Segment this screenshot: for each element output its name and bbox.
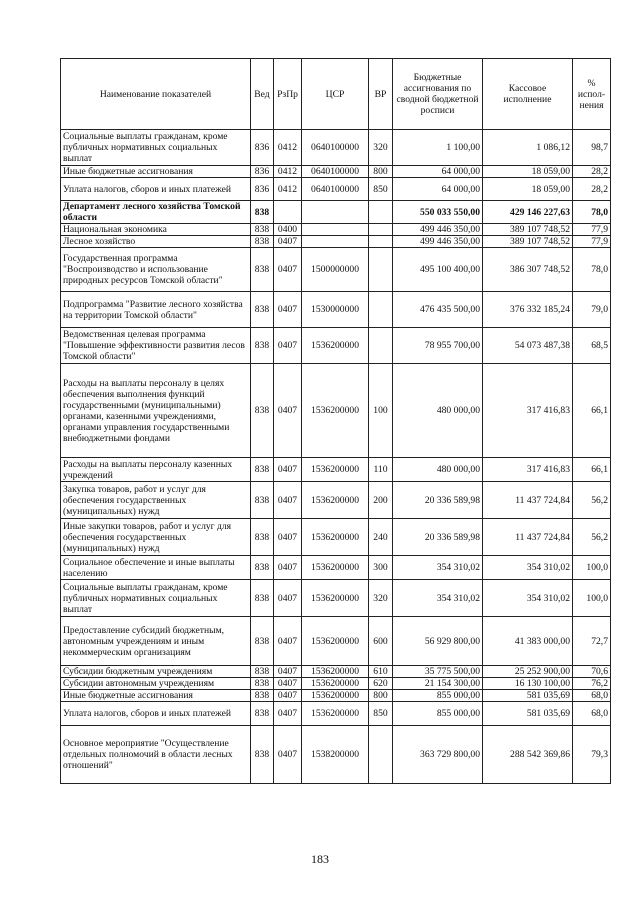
cell-budget: 20 336 589,98 xyxy=(393,482,483,519)
cell-budget: 21 154 300,00 xyxy=(393,678,483,690)
cell-rzpr: 0412 xyxy=(274,178,302,201)
cell-ved: 836 xyxy=(251,130,274,166)
cell-ved: 838 xyxy=(251,482,274,519)
column-header-name: Наименование показателей xyxy=(61,59,251,130)
cell-pct: 68,0 xyxy=(573,690,611,702)
cell-name: Социальные выплаты гражданам, кроме публичных нормативных социальных выплат xyxy=(61,580,251,617)
cell-budget: 20 336 589,98 xyxy=(393,519,483,556)
table-row xyxy=(61,166,611,178)
cell-rzpr: 0407 xyxy=(274,690,302,702)
cell-name: Субсидии автономным учреждениям xyxy=(61,678,251,690)
cell-cash: 429 146 227,63 xyxy=(483,201,573,224)
table-row xyxy=(61,178,611,201)
cell-csr xyxy=(302,224,369,236)
cell-rzpr: 0412 xyxy=(274,166,302,178)
cell-pct: 76,2 xyxy=(573,678,611,690)
cell-pct: 68,5 xyxy=(573,328,611,364)
cell-ved: 836 xyxy=(251,178,274,201)
cell-cash: 18 059,00 xyxy=(483,166,573,178)
cell-budget: 64 000,00 xyxy=(393,166,483,178)
cell-vr xyxy=(369,248,393,292)
cell-vr: 610 xyxy=(369,666,393,678)
cell-pct: 56,2 xyxy=(573,519,611,556)
table-row xyxy=(61,130,611,166)
cell-rzpr: 0407 xyxy=(274,236,302,248)
cell-rzpr: 0407 xyxy=(274,292,302,328)
column-header-pct: % испол- нения xyxy=(573,59,611,130)
cell-vr: 620 xyxy=(369,678,393,690)
cell-rzpr: 0407 xyxy=(274,678,302,690)
cell-vr: 110 xyxy=(369,458,393,482)
table-row xyxy=(61,236,611,248)
cell-rzpr: 0407 xyxy=(274,580,302,617)
cell-cash: 1 086,12 xyxy=(483,130,573,166)
cell-pct: 68,0 xyxy=(573,702,611,726)
cell-ved: 838 xyxy=(251,726,274,784)
cell-pct: 70,6 xyxy=(573,666,611,678)
cell-cash: 376 332 185,24 xyxy=(483,292,573,328)
cell-pct: 77,9 xyxy=(573,236,611,248)
cell-pct: 56,2 xyxy=(573,482,611,519)
table-row xyxy=(61,666,611,678)
cell-pct: 66,1 xyxy=(573,458,611,482)
table-row xyxy=(61,617,611,666)
cell-budget: 855 000,00 xyxy=(393,702,483,726)
cell-pct: 78,0 xyxy=(573,201,611,224)
cell-name: Закупка товаров, работ и услуг для обеспечения государственных (муниципальных) нужд xyxy=(61,482,251,519)
cell-cash: 354 310,02 xyxy=(483,580,573,617)
cell-name: Иные закупки товаров, работ и услуг для обеспечения государственных (муниципальных) нужд xyxy=(61,519,251,556)
cell-cash: 11 437 724,84 xyxy=(483,519,573,556)
table-header-row xyxy=(61,59,611,130)
cell-csr: 1536200000 xyxy=(302,519,369,556)
cell-cash: 386 307 748,52 xyxy=(483,248,573,292)
cell-csr: 1536200000 xyxy=(302,678,369,690)
cell-csr: 1536200000 xyxy=(302,556,369,580)
cell-cash: 317 416,83 xyxy=(483,458,573,482)
cell-pct: 79,0 xyxy=(573,292,611,328)
table-row xyxy=(61,519,611,556)
table-row xyxy=(61,726,611,784)
table-row xyxy=(61,580,611,617)
cell-budget: 354 310,02 xyxy=(393,556,483,580)
cell-vr: 850 xyxy=(369,702,393,726)
cell-cash: 41 383 000,00 xyxy=(483,617,573,666)
cell-budget: 499 446 350,00 xyxy=(393,224,483,236)
cell-budget: 550 033 550,00 xyxy=(393,201,483,224)
cell-name: Уплата налогов, сборов и иных платежей xyxy=(61,178,251,201)
cell-ved: 838 xyxy=(251,519,274,556)
cell-ved: 838 xyxy=(251,458,274,482)
cell-budget: 354 310,02 xyxy=(393,580,483,617)
cell-pct: 28,2 xyxy=(573,178,611,201)
cell-cash: 581 035,69 xyxy=(483,702,573,726)
cell-rzpr: 0407 xyxy=(274,726,302,784)
cell-cash: 389 107 748,52 xyxy=(483,224,573,236)
cell-csr: 1536200000 xyxy=(302,580,369,617)
cell-cash: 11 437 724,84 xyxy=(483,482,573,519)
cell-ved: 838 xyxy=(251,248,274,292)
cell-vr: 320 xyxy=(369,130,393,166)
cell-rzpr: 0412 xyxy=(274,130,302,166)
cell-vr: 100 xyxy=(369,364,393,458)
table-row xyxy=(61,248,611,292)
cell-csr: 1500000000 xyxy=(302,248,369,292)
cell-budget: 480 000,00 xyxy=(393,364,483,458)
cell-cash: 25 252 900,00 xyxy=(483,666,573,678)
cell-cash: 581 035,69 xyxy=(483,690,573,702)
cell-name: Ведомственная целевая программа "Повышение эффективности развития лесов Томской области" xyxy=(61,328,251,364)
cell-name: Основное мероприятие "Осуществление отдельных полномочий в области лесных отношений" xyxy=(61,726,251,784)
cell-ved: 838 xyxy=(251,617,274,666)
cell-budget: 495 100 400,00 xyxy=(393,248,483,292)
cell-budget: 363 729 800,00 xyxy=(393,726,483,784)
cell-vr xyxy=(369,328,393,364)
cell-pct: 98,7 xyxy=(573,130,611,166)
cell-budget: 499 446 350,00 xyxy=(393,236,483,248)
cell-csr: 1536200000 xyxy=(302,702,369,726)
column-header-vr: ВР xyxy=(369,59,393,130)
cell-ved: 838 xyxy=(251,224,274,236)
cell-cash: 389 107 748,52 xyxy=(483,236,573,248)
table-row xyxy=(61,690,611,702)
table-body xyxy=(61,130,611,784)
cell-name: Иные бюджетные ассигнования xyxy=(61,690,251,702)
cell-vr: 800 xyxy=(369,690,393,702)
cell-csr: 0640100000 xyxy=(302,130,369,166)
cell-name: Социальные выплаты гражданам, кроме публичных нормативных социальных выплат xyxy=(61,130,251,166)
cell-budget: 64 000,00 xyxy=(393,178,483,201)
cell-cash: 317 416,83 xyxy=(483,364,573,458)
cell-pct: 72,7 xyxy=(573,617,611,666)
cell-ved: 838 xyxy=(251,236,274,248)
cell-budget: 855 000,00 xyxy=(393,690,483,702)
cell-cash: 354 310,02 xyxy=(483,556,573,580)
cell-pct: 100,0 xyxy=(573,580,611,617)
cell-csr xyxy=(302,201,369,224)
column-header-budget: Бюджетные ассигнования по сводной бюджетной росписи xyxy=(393,59,483,130)
cell-csr xyxy=(302,236,369,248)
table-row xyxy=(61,678,611,690)
cell-csr: 1536200000 xyxy=(302,666,369,678)
cell-pct: 78,0 xyxy=(573,248,611,292)
cell-name: Расходы на выплаты персоналу в целях обеспечения выполнения функций государственными (муниципальными) органами, казенными учреждениями, органами управления государственными внебюджетными фондами xyxy=(61,364,251,458)
cell-budget: 78 955 700,00 xyxy=(393,328,483,364)
cell-vr: 200 xyxy=(369,482,393,519)
cell-csr: 0640100000 xyxy=(302,178,369,201)
cell-vr: 850 xyxy=(369,178,393,201)
cell-budget: 1 100,00 xyxy=(393,130,483,166)
cell-csr: 1536200000 xyxy=(302,328,369,364)
cell-name: Государственная программа "Воспроизводство и использование природных ресурсов Томской области" xyxy=(61,248,251,292)
cell-name: Субсидии бюджетным учреждениям xyxy=(61,666,251,678)
table-row xyxy=(61,224,611,236)
cell-rzpr: 0407 xyxy=(274,458,302,482)
cell-rzpr: 0407 xyxy=(274,617,302,666)
cell-ved: 838 xyxy=(251,201,274,224)
cell-name: Подпрограмма "Развитие лесного хозяйства на территории Томской области" xyxy=(61,292,251,328)
cell-ved: 838 xyxy=(251,702,274,726)
cell-csr: 1536200000 xyxy=(302,617,369,666)
cell-name: Социальное обеспечение и иные выплаты населению xyxy=(61,556,251,580)
cell-pct: 66,1 xyxy=(573,364,611,458)
cell-vr: 320 xyxy=(369,580,393,617)
cell-rzpr: 0407 xyxy=(274,364,302,458)
cell-name: Департамент лесного хозяйства Томской области xyxy=(61,201,251,224)
cell-rzpr: 0407 xyxy=(274,328,302,364)
cell-rzpr: 0407 xyxy=(274,702,302,726)
cell-cash: 54 073 487,38 xyxy=(483,328,573,364)
cell-ved: 838 xyxy=(251,364,274,458)
cell-name: Уплата налогов, сборов и иных платежей xyxy=(61,702,251,726)
cell-name: Расходы на выплаты персоналу казенных учреждений xyxy=(61,458,251,482)
cell-ved: 838 xyxy=(251,556,274,580)
cell-vr xyxy=(369,224,393,236)
cell-ved: 838 xyxy=(251,666,274,678)
cell-vr: 600 xyxy=(369,617,393,666)
cell-rzpr: 0407 xyxy=(274,248,302,292)
column-header-ved: Вед xyxy=(251,59,274,130)
cell-csr: 1536200000 xyxy=(302,458,369,482)
cell-budget: 476 435 500,00 xyxy=(393,292,483,328)
table-row xyxy=(61,364,611,458)
cell-vr: 800 xyxy=(369,166,393,178)
cell-budget: 35 775 500,00 xyxy=(393,666,483,678)
cell-pct: 77,9 xyxy=(573,224,611,236)
cell-rzpr xyxy=(274,201,302,224)
cell-rzpr: 0407 xyxy=(274,666,302,678)
cell-cash: 16 130 100,00 xyxy=(483,678,573,690)
cell-cash: 288 542 369,86 xyxy=(483,726,573,784)
cell-budget: 480 000,00 xyxy=(393,458,483,482)
page-number: 183 xyxy=(311,852,329,866)
cell-csr: 1530000000 xyxy=(302,292,369,328)
cell-vr xyxy=(369,236,393,248)
cell-ved: 838 xyxy=(251,328,274,364)
cell-cash: 18 059,00 xyxy=(483,178,573,201)
cell-name: Лесное хозяйство xyxy=(61,236,251,248)
cell-name: Предоставление субсидий бюджетным, автономным учреждениям и иным некоммерческим организациям xyxy=(61,617,251,666)
cell-rzpr: 0400 xyxy=(274,224,302,236)
cell-vr xyxy=(369,292,393,328)
cell-csr: 1538200000 xyxy=(302,726,369,784)
cell-pct: 28,2 xyxy=(573,166,611,178)
table-row xyxy=(61,328,611,364)
cell-ved: 838 xyxy=(251,580,274,617)
cell-csr: 1536200000 xyxy=(302,482,369,519)
cell-vr xyxy=(369,201,393,224)
cell-csr: 1536200000 xyxy=(302,690,369,702)
column-header-csr: ЦСР xyxy=(302,59,369,130)
cell-pct: 79,3 xyxy=(573,726,611,784)
table-row xyxy=(61,201,611,224)
cell-ved: 838 xyxy=(251,292,274,328)
table-row xyxy=(61,292,611,328)
cell-ved: 838 xyxy=(251,678,274,690)
column-header-cash: Кассовое исполнение xyxy=(483,59,573,130)
table-row xyxy=(61,702,611,726)
table-row xyxy=(61,458,611,482)
cell-csr: 1536200000 xyxy=(302,364,369,458)
cell-rzpr: 0407 xyxy=(274,519,302,556)
cell-rzpr: 0407 xyxy=(274,482,302,519)
cell-rzpr: 0407 xyxy=(274,556,302,580)
column-header-rzpr: РзПр xyxy=(274,59,302,130)
table-row xyxy=(61,482,611,519)
cell-vr: 300 xyxy=(369,556,393,580)
cell-vr xyxy=(369,726,393,784)
cell-budget: 56 929 800,00 xyxy=(393,617,483,666)
cell-ved: 836 xyxy=(251,166,274,178)
budget-table xyxy=(60,58,611,784)
table-row xyxy=(61,556,611,580)
cell-name: Национальная экономика xyxy=(61,224,251,236)
cell-csr: 0640100000 xyxy=(302,166,369,178)
document-page xyxy=(60,58,610,784)
cell-vr: 240 xyxy=(369,519,393,556)
cell-name: Иные бюджетные ассигнования xyxy=(61,166,251,178)
cell-pct: 100,0 xyxy=(573,556,611,580)
cell-ved: 838 xyxy=(251,690,274,702)
